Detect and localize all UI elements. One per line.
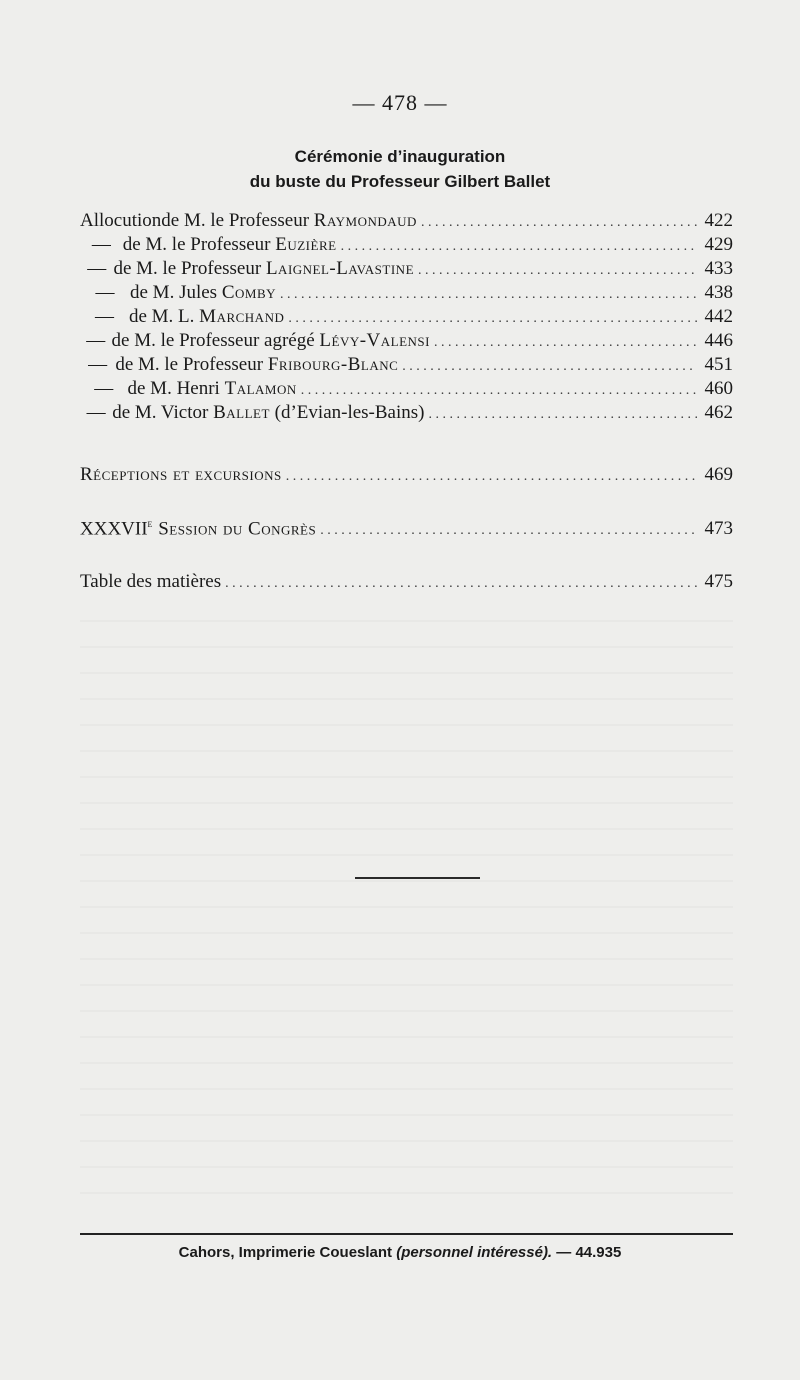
leader-dots: [429, 407, 698, 423]
entry-dash: —: [86, 330, 106, 351]
entry-lead: Allocution: [80, 210, 162, 231]
entry-page: 469: [704, 464, 733, 485]
entry-dash: —: [88, 354, 108, 375]
entry-page: 442: [704, 306, 733, 327]
entry-page: 475: [704, 571, 733, 592]
leader-dots: [434, 335, 697, 351]
leader-dots: [402, 359, 697, 375]
entry-dash: —: [94, 306, 114, 327]
printer-imprint: Cahors, Imprimerie Coueslant (personnel intéressé). — 44.935: [178, 1244, 622, 1261]
entry-page: 460: [704, 378, 733, 399]
entry-text: de M. Jules Comby: [130, 282, 277, 303]
entry-page: 438: [704, 282, 733, 303]
entry-page: 429: [704, 234, 733, 255]
page-number: — 478 —: [352, 90, 448, 115]
leader-dots: [421, 215, 697, 231]
toc-section-entry: [80, 571, 733, 597]
toc-entry: [80, 282, 733, 308]
toc-entry: [80, 402, 733, 428]
entry-text: de M. le Professeur Laignel-Lavastine: [113, 258, 415, 279]
toc-section-entry: [80, 518, 733, 544]
toc-entry: [80, 210, 733, 236]
toc-entry: [80, 234, 733, 260]
entry-text: Réceptions et excursions: [80, 464, 282, 485]
entry-dash: —: [87, 258, 107, 279]
leader-dots: [418, 263, 697, 279]
toc-entry: [80, 354, 733, 380]
toc-entry: [80, 306, 733, 332]
entry-text: Table des matières: [80, 571, 222, 592]
show-through-texture: [80, 620, 733, 1200]
section-subtitle: du buste du Professeur Gilbert Ballet: [249, 172, 551, 191]
entry-text: XXXVIIe Session du Congrès: [80, 518, 317, 540]
entry-dash: —: [86, 402, 106, 423]
entry-page: 422: [704, 210, 733, 231]
leader-dots: [286, 469, 697, 485]
entry-page: 473: [704, 518, 733, 540]
entry-dash: —: [95, 282, 115, 303]
entry-page: 446: [704, 330, 733, 351]
leader-dots: [280, 287, 697, 303]
entry-text: de M. L. Marchand: [128, 306, 285, 327]
entry-page: 462: [704, 402, 733, 423]
footer-rule: [80, 1233, 733, 1235]
section-title: Cérémonie d’inauguration: [294, 147, 506, 166]
divider: [355, 877, 480, 879]
entry-text: de M. le Professeur Raymondaud: [161, 210, 417, 231]
entry-page: 433: [704, 258, 733, 279]
leader-dots: [320, 523, 697, 539]
entry-text: de M. le Professeur Euzière: [122, 234, 337, 255]
entry-dash: —: [91, 234, 111, 255]
leader-dots: [301, 383, 697, 399]
toc-entry: [80, 378, 733, 404]
toc-section-entry: [80, 464, 733, 490]
entry-text: de M. le Professeur Fribourg-Blanc: [115, 354, 399, 375]
leader-dots: [225, 576, 697, 592]
leader-dots: [288, 311, 697, 327]
entry-text: de M. Victor Ballet (d’Evian-les-Bains): [112, 402, 425, 423]
entry-dash: —: [94, 378, 114, 399]
leader-dots: [341, 239, 697, 255]
entry-page: 451: [704, 354, 733, 375]
entry-text: de M. le Professeur agrégé Lévy-Valensi: [111, 330, 430, 351]
toc-entry: [80, 258, 733, 284]
entry-text: de M. Henri Talamon: [127, 378, 297, 399]
toc-entry: [80, 330, 733, 356]
